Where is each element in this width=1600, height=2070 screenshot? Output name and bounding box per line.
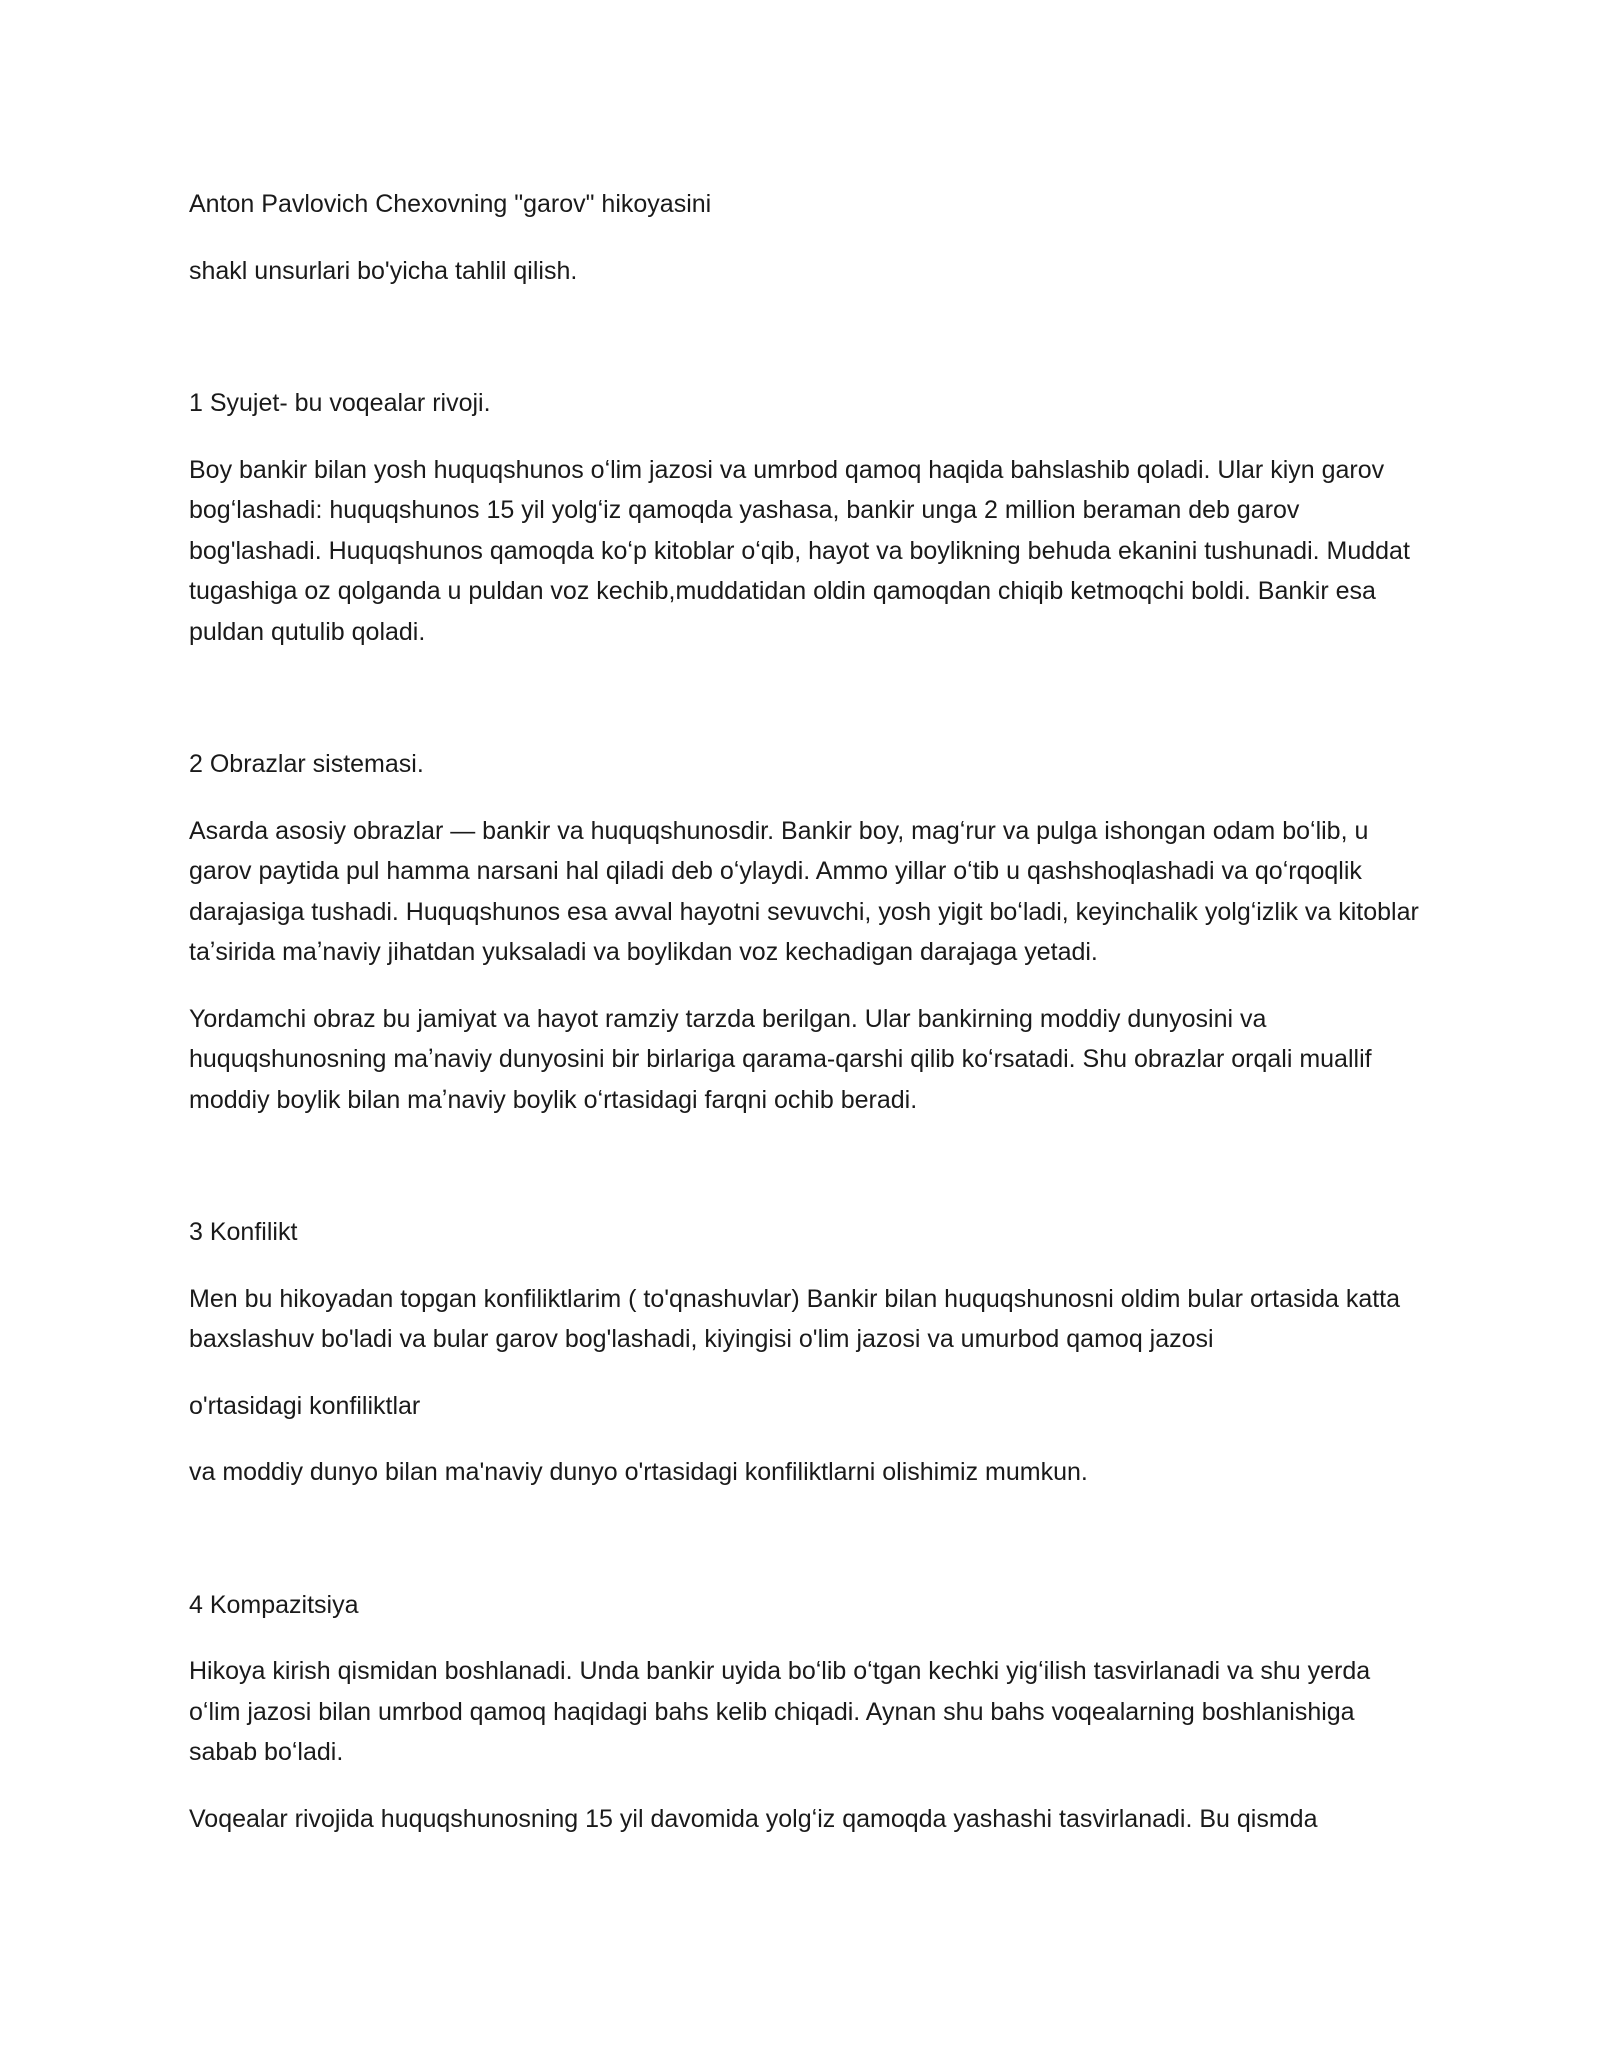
section-3-paragraph-3: va moddiy dunyo bilan ma'naviy dunyo o'rtasidagi konfiliktlarni olishimiz mumkun. bbox=[189, 1458, 1088, 1486]
section-2-heading: 2 Obrazlar sistemasi. bbox=[189, 750, 424, 778]
section-2-paragraph-1: Asarda asosiy obrazlar — bankir va huquqshunosdir. Bankir boy, magʻrur va pulga ishongan odam boʻlib, u garov paytida pul hamma narsani hal qiladi deb oʻylaydi. Ammo yillar oʻtib u qashshoqlashadi va qoʻrqoqlik darajasiga tushadi. Huquqshunos esa avval hayotni sevuvchi, yosh yigit boʻladi, keyinchalik yolgʻizlik va kitoblar taʼsirida maʼnaviy jihatdan yuksaladi va boylikdan voz kechadigan darajaga yetadi. bbox=[189, 816, 1419, 966]
section-3-paragraph-1: Men bu hikoyadan topgan konfiliktlarim ( to'qnashuvlar) Bankir bilan huquqshunosni oldim bular ortasida katta baxslashuv bo'ladi va bular garov bog'lashadi, kiyingisi o'lim jazosi va umurbod qamoq jazosi bbox=[189, 1284, 1401, 1353]
spacer bbox=[189, 1519, 1419, 1585]
section-3-paragraph-2: o'rtasidagi konfiliktlar bbox=[189, 1391, 421, 1420]
title-line-1: Anton Pavlovich Chexovning "garov" hikoyasini bbox=[189, 190, 712, 218]
title-line-2: shakl unsurlari bo'yicha tahlil qilish. bbox=[189, 256, 578, 285]
section-4-heading: 4 Kompazitsiya bbox=[189, 1590, 359, 1619]
document-body bbox=[189, 184, 1419, 1865]
section-4-paragraph-1: Hikoya kirish qismidan boshlanadi. Unda bankir uyida boʻlib oʻtgan kechki yigʻilish tasvirlanadi va shu yerda oʻlim jazosi bilan umrbod qamoq haqidagi bahs kelib chiqadi. Aynan shu bahs voqealarning boshlanishiga sabab boʻladi. bbox=[189, 1657, 1371, 1766]
section-4-paragraph-2: Voqealar rivojida huquqshunosning 15 yil davomida yolgʻiz qamoqda yashashi tasvirlanadi. Bu qismda bbox=[189, 1804, 1318, 1833]
spacer bbox=[189, 1146, 1419, 1212]
spacer bbox=[189, 678, 1419, 744]
section-2-paragraph-2: Yordamchi obraz bu jamiyat va hayot ramziy tarzda berilgan. Ular bankirning moddiy dunyosini va huquqshunosning maʼnaviy dunyosini bir birlariga qarama-qarshi qilib koʻrsatadi. Shu obrazlar orqali muallif moddiy boylik bilan maʼnaviy boylik oʻrtasidagi farqni ochib beradi. bbox=[189, 1004, 1372, 1114]
section-1-paragraph-1: Boy bankir bilan yosh huquqshunos oʻlim jazosi va umrbod qamoq haqida bahslashib qoladi. Ular kiyn garov bogʻlashadi: huquqshunos 15 yil yolgʻiz qamoqda yashasa, bankir unga 2 million beraman deb garov bog'lashadi. Huquqshunos qamoqda koʻp kitoblar oʻqib, hayot va boylikning behuda ekanini tushunadi. Muddat tugashiga oz qolganda u puldan voz kechib,muddatidan oldin qamoqdan chiqib ketmoqchi boldi. Bankir esa puldan qutulib qoladi. bbox=[189, 455, 1410, 646]
section-1-heading: 1 Syujet- bu voqealar rivoji. bbox=[189, 389, 491, 417]
section-3-heading: 3 Konfilikt bbox=[189, 1218, 298, 1246]
spacer bbox=[189, 317, 1419, 383]
